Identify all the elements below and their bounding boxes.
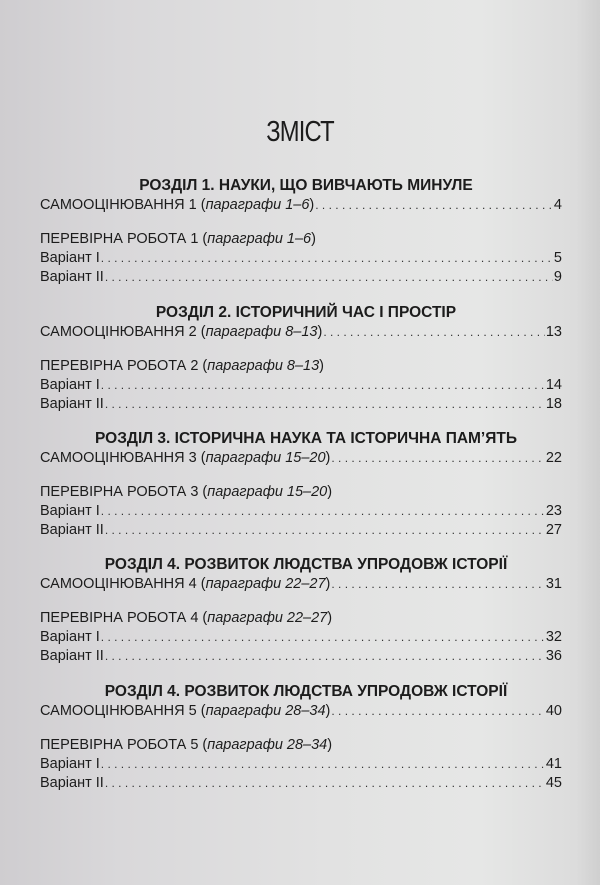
page-number: 4	[553, 197, 562, 213]
dot-leader	[101, 376, 545, 395]
toc-entry-variant[interactable]: Варіант I . . . 5	[40, 249, 562, 268]
toc-entry-test: ПЕРЕВІРНА РОБОТА 2 (параграфи 8–13)	[40, 358, 325, 374]
dot-leader	[331, 449, 544, 468]
toc-section	[40, 682, 562, 793]
page-number: 22	[545, 450, 562, 466]
toc-section	[40, 555, 562, 666]
dot-leader	[105, 774, 545, 793]
toc-entry-self-assessment[interactable]: САМООЦІНЮВАННЯ 2 (параграфи 8–13) . . . 13	[40, 323, 562, 342]
page-number: 31	[545, 576, 562, 592]
dot-leader	[331, 702, 544, 721]
page-number: 45	[545, 775, 562, 791]
toc-entry-test: ПЕРЕВІРНА РОБОТА 4 (параграфи 22–27)	[40, 610, 333, 626]
section-heading: РОЗДІЛ 3. ІСТОРИЧНА НАУКА ТА ІСТОРИЧНА ПАМ’ЯТЬ	[95, 430, 517, 447]
toc-section	[40, 303, 562, 414]
section-heading: РОЗДІЛ 1. НАУКИ, ЩО ВИВЧАЮТЬ МИНУЛЕ	[139, 177, 473, 194]
section-heading: РОЗДІЛ 2. ІСТОРИЧНИЙ ЧАС І ПРОСТІР	[155, 304, 457, 321]
toc-entry-variant[interactable]: Варіант II . . . 45	[40, 774, 562, 793]
toc-section	[40, 429, 562, 540]
dot-leader	[105, 521, 545, 540]
toc-entry-self-assessment[interactable]: САМООЦІНЮВАННЯ 1 (параграфи 1–6) . . . 4	[40, 196, 562, 215]
toc-section	[40, 176, 562, 287]
page-number: 18	[545, 396, 562, 412]
toc-entry-variant[interactable]: Варіант II . . . 36	[40, 647, 562, 666]
dot-leader	[105, 395, 545, 414]
toc-entry-self-assessment[interactable]: САМООЦІНЮВАННЯ 5 (параграфи 28–34) . . . 40	[40, 702, 562, 721]
page-title: ЗМІСТ	[266, 116, 334, 148]
dot-leader	[105, 647, 545, 666]
toc-entry-self-assessment[interactable]: САМООЦІНЮВАННЯ 3 (параграфи 15–20) . . . 22	[40, 449, 562, 468]
dot-leader	[105, 268, 553, 287]
page-number: 23	[545, 503, 562, 519]
section-heading: РОЗДІЛ 4. РОЗВИТОК ЛЮДСТВА УПРОДОВЖ ІСТОРІЇ	[104, 556, 508, 573]
page-number: 5	[553, 250, 562, 266]
dot-leader	[315, 196, 553, 215]
dot-leader	[101, 502, 545, 521]
toc-entry-variant[interactable]: Варіант II . . . 9	[40, 268, 562, 287]
dot-leader	[101, 249, 553, 268]
dot-leader	[101, 755, 545, 774]
page-number: 36	[545, 648, 562, 664]
toc-entry-test: ПЕРЕВІРНА РОБОТА 1 (параграфи 1–6)	[40, 231, 316, 247]
toc-entry-test: ПЕРЕВІРНА РОБОТА 3 (параграфи 15–20)	[40, 484, 333, 500]
dot-leader	[331, 575, 544, 594]
toc-entry-variant[interactable]: Варіант II . . . 18	[40, 395, 562, 414]
toc-entry-variant[interactable]: Варіант I . . . 32	[40, 628, 562, 647]
toc-entry-variant[interactable]: Варіант I . . . 23	[40, 502, 562, 521]
dot-leader	[101, 628, 545, 647]
dot-leader	[323, 323, 545, 342]
page-number: 27	[545, 522, 562, 538]
page-number: 32	[545, 629, 562, 645]
toc-entry-variant[interactable]: Варіант II . . . 27	[40, 521, 562, 540]
page-number: 14	[545, 377, 562, 393]
page-number: 9	[553, 269, 562, 285]
page-number: 13	[545, 324, 562, 340]
toc-entry-test: ПЕРЕВІРНА РОБОТА 5 (параграфи 28–34)	[40, 737, 333, 753]
toc-entry-self-assessment[interactable]: САМООЦІНЮВАННЯ 4 (параграфи 22–27) . . . 31	[40, 575, 562, 594]
toc-entry-variant[interactable]: Варіант I . . . 14	[40, 376, 562, 395]
section-heading: РОЗДІЛ 4. РОЗВИТОК ЛЮДСТВА УПРОДОВЖ ІСТОРІЇ	[104, 683, 508, 700]
page-number: 40	[545, 703, 562, 719]
page-number: 41	[545, 756, 562, 772]
toc-entry-variant[interactable]: Варіант I . . . 41	[40, 755, 562, 774]
